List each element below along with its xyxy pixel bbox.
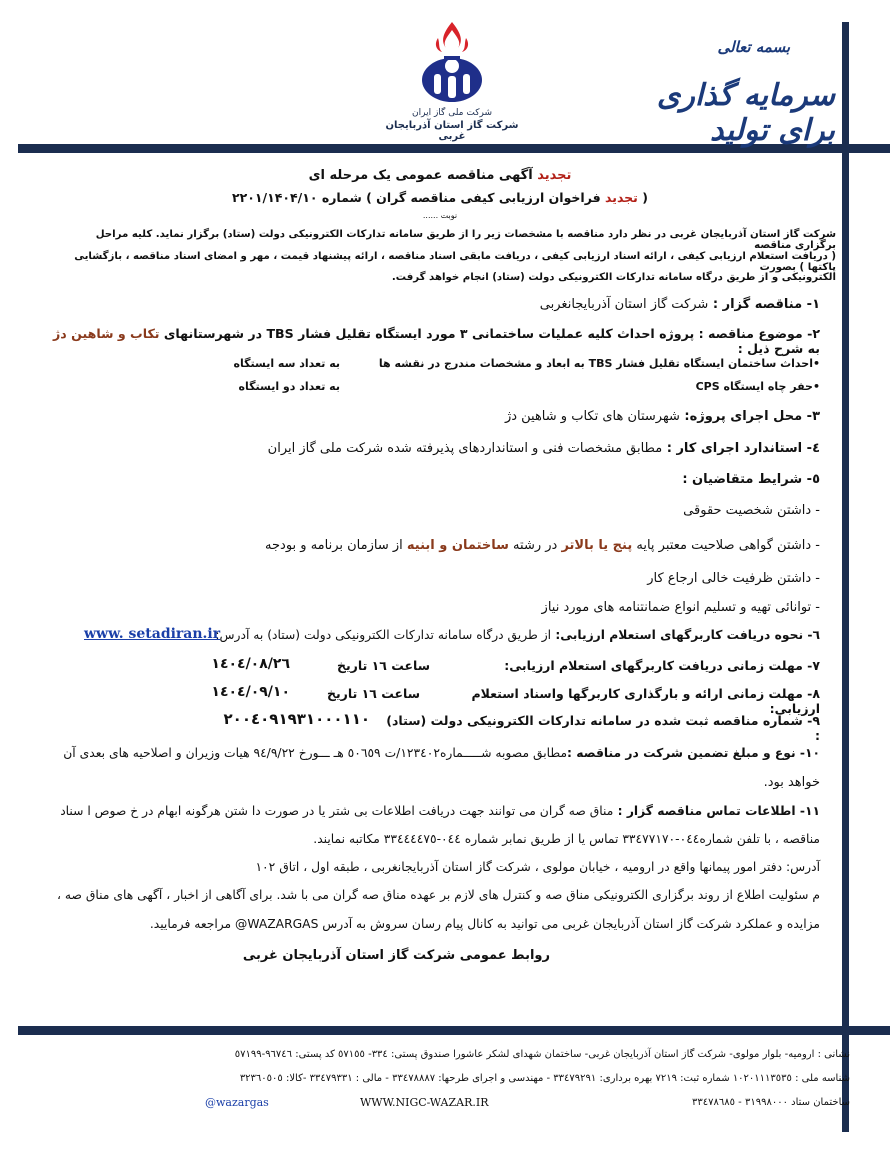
bullet-tbs-count: به تعداد سه ایستگاه (233, 357, 340, 370)
announcement-title: تجدید آگهی مناقصه عمومی یک مرحله ای (308, 168, 572, 183)
footer-hq-phone: ساختمان ستاد ۳۱۹۹۸٠٠٠ - ۳۳٤۷۸٦۸٥ (692, 1097, 850, 1108)
bullet-cps-count: به تعداد دو ایستگاه (238, 380, 340, 393)
intro-line-2: ( دریافت استعلام ارزیابی کیفی ، ارائه اسناد ارزیابی کیفی ، دریافت مابقی اسناد مناقصه ، ارائه پیشنهاد قیمت ، مهر و امضای اسناد مناقصه ، بازگشایی پاکتها ) بصورت (74, 251, 836, 273)
slogan-text: سرمایه گذاری برای تولید (656, 78, 835, 148)
footer-address: نشانی : ارومیه- بلوار مولوی- شرکت گاز استان آذربایجان غربی- ساختمان شهدای لشکر عاشورا صندوق پستی: ۳۳٤- ٥۷۱٥٥ کد پستی: ۹٦۷٤٦-٥۷۱۹۹ (234, 1049, 850, 1060)
responsibility-line-2: مزایده و عملکرد شرکت گاز استان آذربایجان غربی می توانید به کانال پیام رسان سروش به آدرس WAZARGAS@ مراجعه فرمایید. (149, 917, 820, 931)
round-text: نوبت ...... (422, 211, 458, 220)
footer-website: WWW.NIGC-WAZAR.IR (360, 1096, 489, 1109)
bismillah-text: بسمه تعالی (717, 38, 790, 56)
item-2-subject: ۲- موضوع مناقصه : پروژه احداث کلیه عملیات ساختمانی ۳ مورد ایستگاه تقلیل فشار TBS در شهرستانهای تکاب و شاهین دژ به شرح ذیل : (53, 326, 820, 356)
logo-caption-2: شرکت گاز استان آذربایجان غربی (385, 120, 519, 142)
item-1-tender-organizer: ۱- مناقصه گزار : شرکت گاز استان آذربایجانغربی (539, 297, 820, 312)
requirement-guarantees: - توانائی تهیه و تسلیم انواع ضمانتنامه های مورد نیاز (541, 600, 820, 615)
item-8-label: ۸- مهلت زمانی ارائه و بارگذاری کاربرگها واسناد استعلام ارزیابی: (471, 686, 820, 716)
item-7-time: ساعت ۱٦ تاریخ (336, 658, 430, 673)
item-8-time: ساعت ۱٦ تاریخ (326, 686, 420, 701)
requirement-capacity: - داشتن ظرفیت خالی ارجاع کار (647, 571, 820, 586)
logo-caption-1: شرکت ملی گاز ایران (412, 108, 492, 118)
item-10-guarantee: ۱٠- نوع و مبلغ تضمین شرکت در مناقصه :مطابق مصوبه شـــــماره۱۲۳٤٠۲/ت ٥٠٦٥۹ هـ ـــورخ ۹٤/۹/۲۲ هیات وزیران و اصلاحیه های بعدی آن (63, 746, 820, 760)
bullet-cps-well: •حفر چاه ایستگاه CPS (695, 380, 820, 393)
item-4-standard: ٤- استاندارد اجرای کار : مطابق مشخصات فنی و استانداردهای پذیرفته شده شرکت ملی گاز ایران (267, 441, 820, 456)
item-9-tender-number: ۲٠٠٤٠۹۱۹۳۱٠٠٠۱۱٠ (223, 710, 370, 728)
item-7-label: ۷- مهلت زمانی دریافت کاربرگهای استعلام ارزیابی: (504, 658, 820, 673)
announcement-subtitle: ( تجدید فراخوان ارزیابی کیفی مناقصه گران ) شماره ۲۲۰۱/۱۴۰۴/۱۰ (232, 190, 648, 205)
title-renewal-word: تجدید (537, 168, 572, 183)
responsibility-line-1: م سئولیت اطلاع از روند برگزاری الکترونیکی مناق صه و کنترل های لازم بر عهده مناق صه گران می با شد. برای آگاهی از اخبار ، آگهی های مناق صه ، (57, 888, 820, 902)
item-5-requirements: ٥- شرایط متقاضیان : (682, 472, 820, 487)
address-text: آدرس: دفتر امور پیمانها واقع در ارومیه ، خیابان مولوی ، شرکت گاز استان آذربایجانغربی ، طبقه اول ، اتاق ۱٠۲ (255, 860, 820, 874)
item-10-tail: خواهد بود. (763, 775, 820, 790)
bullet-tbs-construction: •احداث ساختمان ایستگاه تقلیل فشار TBS به ابعاد و مشخصات مندرج در نقشه ها (378, 357, 820, 370)
setadiran-link[interactable]: www. setadiran.ir (84, 626, 221, 642)
item-7-date: ۱٤٠٤/٠٨/۲٦ (211, 656, 290, 672)
item-9-label: ۹- شماره مناقصه ثبت شده در سامانه تدارکات الکترونیکی دولت (ستاد) : (386, 713, 820, 743)
frame-bottom-bar (18, 1026, 890, 1035)
signature-public-relations: روابط عمومی شرکت گاز استان آذربایجان غربی (242, 948, 550, 963)
item-8-date: ۱٤٠٤/٠۹/۱٠ (211, 684, 290, 700)
intro-line-3: الکترونیکی و از طریق درگاه سامانه تدارکات الکترونیکی دولت (ستاد) انجام خواهد گرفت. (391, 272, 836, 283)
item-11-contact: ۱۱- اطلاعات تماس مناقصه گزار : مناق صه گران می توانند جهت دریافت اطلاعات بی شتر یا در صورت دا شتن هرگونه ابهام در خ صوص ا سناد (60, 804, 820, 818)
requirement-legal-entity: - داشتن شخصیت حقوقی (683, 503, 820, 518)
item-11-phone: مناقصه ، با تلفن شماره٠٤٤-۳۳٤۷۷۱۷٠ تماس یا از طریق نمابر شماره ٠٤٤-۳۳٤٤٤٤۷٥ مکاتبه نمایند. (313, 832, 820, 846)
item-6-form-retrieval: ٦- نحوه دریافت کاربرگهای استعلام ارزیابی: از طریق درگاه سامانه تدارکات الکترونیکی دولت (ستاد) به آدرس: (215, 628, 820, 642)
nigc-logo (392, 18, 512, 136)
footer-ids: شناسه ملی : ۱٠۲٠۱۱۱۳٥۳٥ شماره ثبت: ۷۲۱۹ بهره برداری: ۳۳٤۷۹۲۹۱ - مهندسی و اجرای طرحها: ۳۳٤۷۸۸۸۷ - مالی : ۳۳٤۷۹۳۳۱ -کالا: ۳۲۳٦٠٥٠٥ (239, 1073, 850, 1084)
intro-line-1: شرکت گاز استان آذربایجان غربی در نظر دارد مناقصه با مشخصات زیر را از طریق سامانه تدارکات الکترونیکی دولت (ستاد) برگزار نماید. کلیه مراحل برگزاری مناقصه (95, 229, 836, 251)
footer-social-handle: @wazargas (205, 1096, 269, 1109)
frame-right-bar (842, 22, 849, 1132)
requirement-qualification: - داشتن گواهی صلاحیت معتبر پایه پنج یا بالاتر در رشته ساختمان و ابنیه از سازمان برنامه و بودجه (265, 538, 820, 553)
item-3-location: ۳- محل اجرای پروژه: شهرستان های تکاب و شاهین دژ (504, 409, 820, 424)
